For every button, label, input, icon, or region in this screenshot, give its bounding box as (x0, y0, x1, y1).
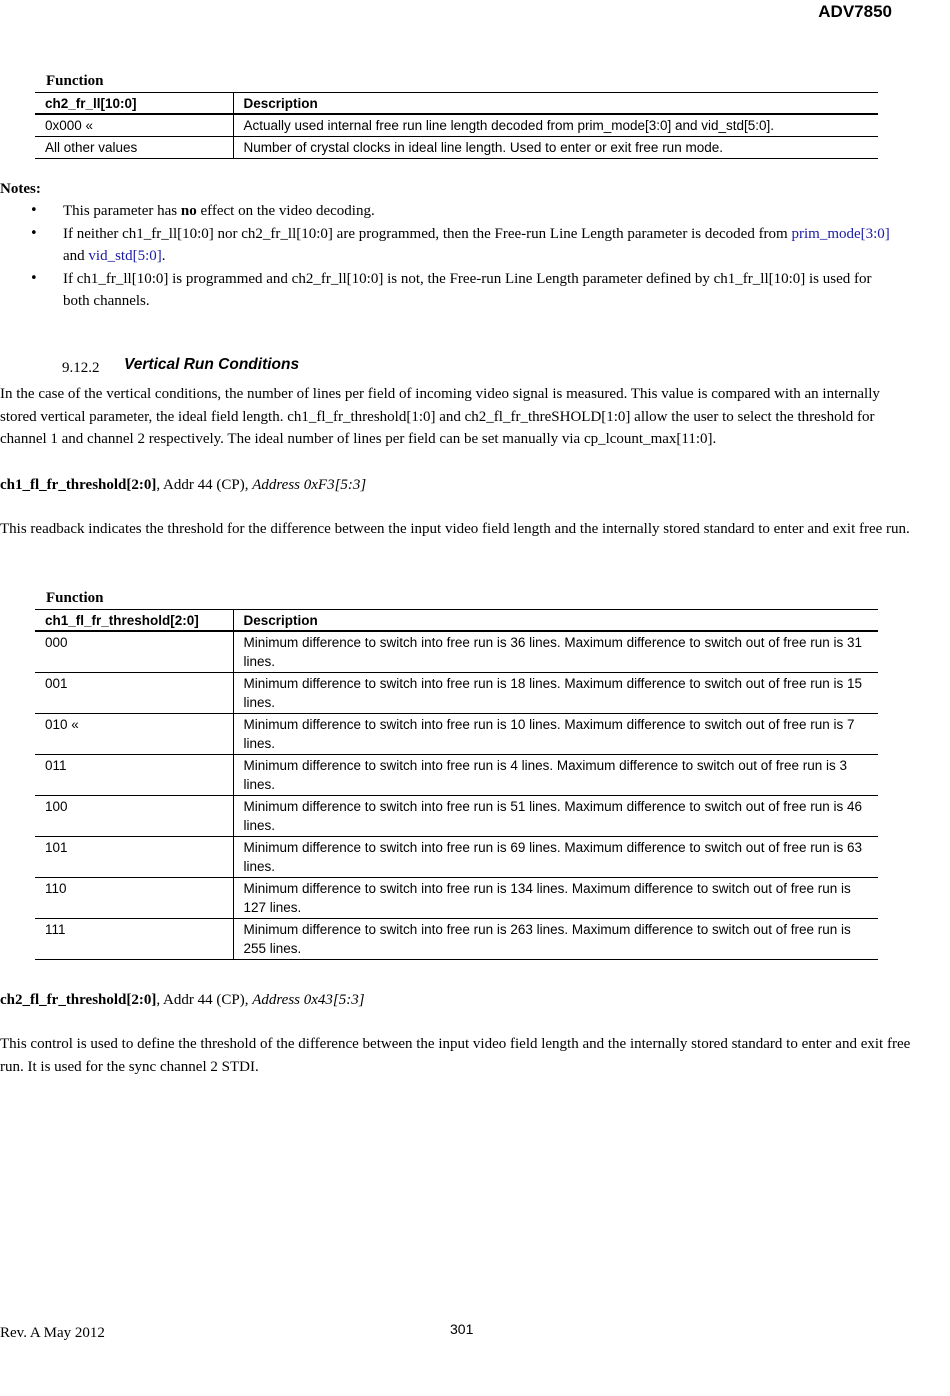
table-row (35, 878, 878, 919)
table1-function-label: Function (46, 73, 104, 89)
table-header-value: ch2_fr_ll[10:0] (35, 93, 233, 115)
vid-std-link[interactable]: vid_std[5:0] (88, 248, 162, 264)
table-cell-description: Minimum difference to switch into free run is 134 lines. Maximum difference to switch out of free run is 127 lines. (233, 878, 878, 919)
section-title: Vertical Run Conditions (124, 356, 300, 373)
bullet-icon: • (30, 203, 38, 218)
table-cell-description: Minimum difference to switch into free run is 10 lines. Maximum difference to switch out of free run is 7 lines. (233, 714, 878, 755)
table-cell-value: 011 (35, 755, 233, 796)
table-cell-description: Minimum difference to switch into free run is 69 lines. Maximum difference to switch out of free run is 63 lines. (233, 837, 878, 878)
table-cell-value: 000 (35, 631, 233, 673)
section-number: 9.12.2 (62, 360, 100, 376)
table-cell-value: 100 (35, 796, 233, 837)
list-item (28, 200, 898, 223)
bullet-icon: • (30, 225, 38, 241)
table-cell-value: 111 (35, 919, 233, 960)
table-cell-value: All other values (35, 137, 233, 159)
table-cell-description: Minimum difference to switch into free run is 36 lines. Maximum difference to switch out of free run is 31 lines. (233, 631, 878, 673)
table-cell-description: Number of crystal clocks in ideal line length. Used to enter or exit free run mode. (233, 137, 878, 159)
note-text: and (63, 248, 89, 264)
note-emphasis: no (180, 203, 197, 219)
note-text: If ch1_fr_ll[10:0] is programmed and ch2_fr_ll[10:0] is not, the Free-run Line Length parameter defined by ch1_fr_ll[10:0] is used for both channels. (63, 270, 872, 309)
list-item (28, 223, 898, 268)
table-cell-value: 101 (35, 837, 233, 878)
table-header-description: Description (233, 93, 878, 115)
table-cell-description: Minimum difference to switch into free run is 18 lines. Maximum difference to switch out of free run is 15 lines. (233, 673, 878, 714)
prim-mode-link[interactable]: prim_mode[3:0] (791, 225, 890, 242)
table-cell-value: 0x000 « (35, 114, 233, 137)
table-header-value: ch1_fl_fr_threshold[2:0] (35, 610, 233, 632)
table-row (35, 796, 878, 837)
table-row (35, 673, 878, 714)
reg2-heading (0, 989, 365, 1011)
page-number: 301 (450, 1321, 474, 1337)
note-text: effect on the video decoding. (196, 203, 375, 219)
table-row (35, 631, 878, 673)
table-cell-value: 110 (35, 878, 233, 919)
table-cell-description: Actually used internal free run line length decoded from prim_mode[3:0] and vid_std[5:0]. (233, 114, 878, 137)
table-cell-value: 001 (35, 673, 233, 714)
reg2-name: ch2_fl_fr_threshold[2:0] (0, 992, 157, 1008)
note-text: If neither ch1_fr_ll[10:0] nor ch2_fr_ll[10:0] are programmed, then the Free-run Line Length parameter is decoded from (63, 225, 792, 242)
table-cell-description: Minimum difference to switch into free run is 4 lines. Maximum difference to switch out of free run is 3 lines. (233, 755, 878, 796)
table-header-description: Description (233, 610, 878, 632)
section-intro-paragraph: In the case of the vertical conditions, the number of lines per field of incoming video signal is measured. This value is compared with an internally stored vertical parameter, the ideal field length. ch1_fl_fr_threshold[1:0] and ch2_fl_fr_threSHOLD[1:0] allow the user to select the threshold for channel 1 and channel 2 respectively. The ideal number of lines per field can be set manually via cp_lcount_max[11:0]. (0, 386, 880, 447)
list-item (28, 268, 898, 313)
table-row (35, 137, 878, 159)
table-cell-description: Minimum difference to switch into free run is 263 lines. Maximum difference to switch out of free run is 255 lines. (233, 919, 878, 960)
table-row (35, 114, 878, 137)
table-cell-value: 010 « (35, 714, 233, 755)
bullet-icon: • (30, 270, 38, 286)
table-row (35, 755, 878, 796)
note-text: . (161, 248, 166, 264)
reg2-address: Address 0x43[5:3] (252, 992, 365, 1008)
table-header-row (35, 93, 878, 115)
reg1-addr: , Addr 44 (CP), (156, 477, 253, 493)
table2-function-label: Function (46, 590, 104, 606)
table-header-row (35, 610, 878, 632)
ch2-fr-ll-table (35, 92, 878, 159)
table-row (35, 919, 878, 960)
reg2-description: This control is used to define the threshold of the difference between the input video field length and the internally stored standard to enter and exit free run. It is used for the sync channel 2 STDI. (0, 1036, 911, 1075)
reg1-description: This readback indicates the threshold for the difference between the input video field length and the internally stored standard to enter and exit free run. (0, 521, 910, 537)
reg2-addr: , Addr 44 (CP), (156, 992, 253, 1008)
ch1-fl-fr-threshold-table (35, 609, 878, 960)
table-row (35, 714, 878, 755)
footer-revision: Rev. A May 2012 (0, 1325, 105, 1341)
notes-label: Notes: (0, 181, 41, 197)
notes-list (28, 200, 898, 313)
table-row (35, 837, 878, 878)
table-cell-description: Minimum difference to switch into free run is 51 lines. Maximum difference to switch out of free run is 46 lines. (233, 796, 878, 837)
document-header-title: ADV7850 (818, 2, 892, 21)
reg1-name: ch1_fl_fr_threshold[2:0] (0, 477, 157, 493)
reg1-address: Address 0xF3[5:3] (252, 477, 367, 493)
reg1-heading (0, 474, 366, 496)
note-text: This parameter has (63, 203, 181, 219)
